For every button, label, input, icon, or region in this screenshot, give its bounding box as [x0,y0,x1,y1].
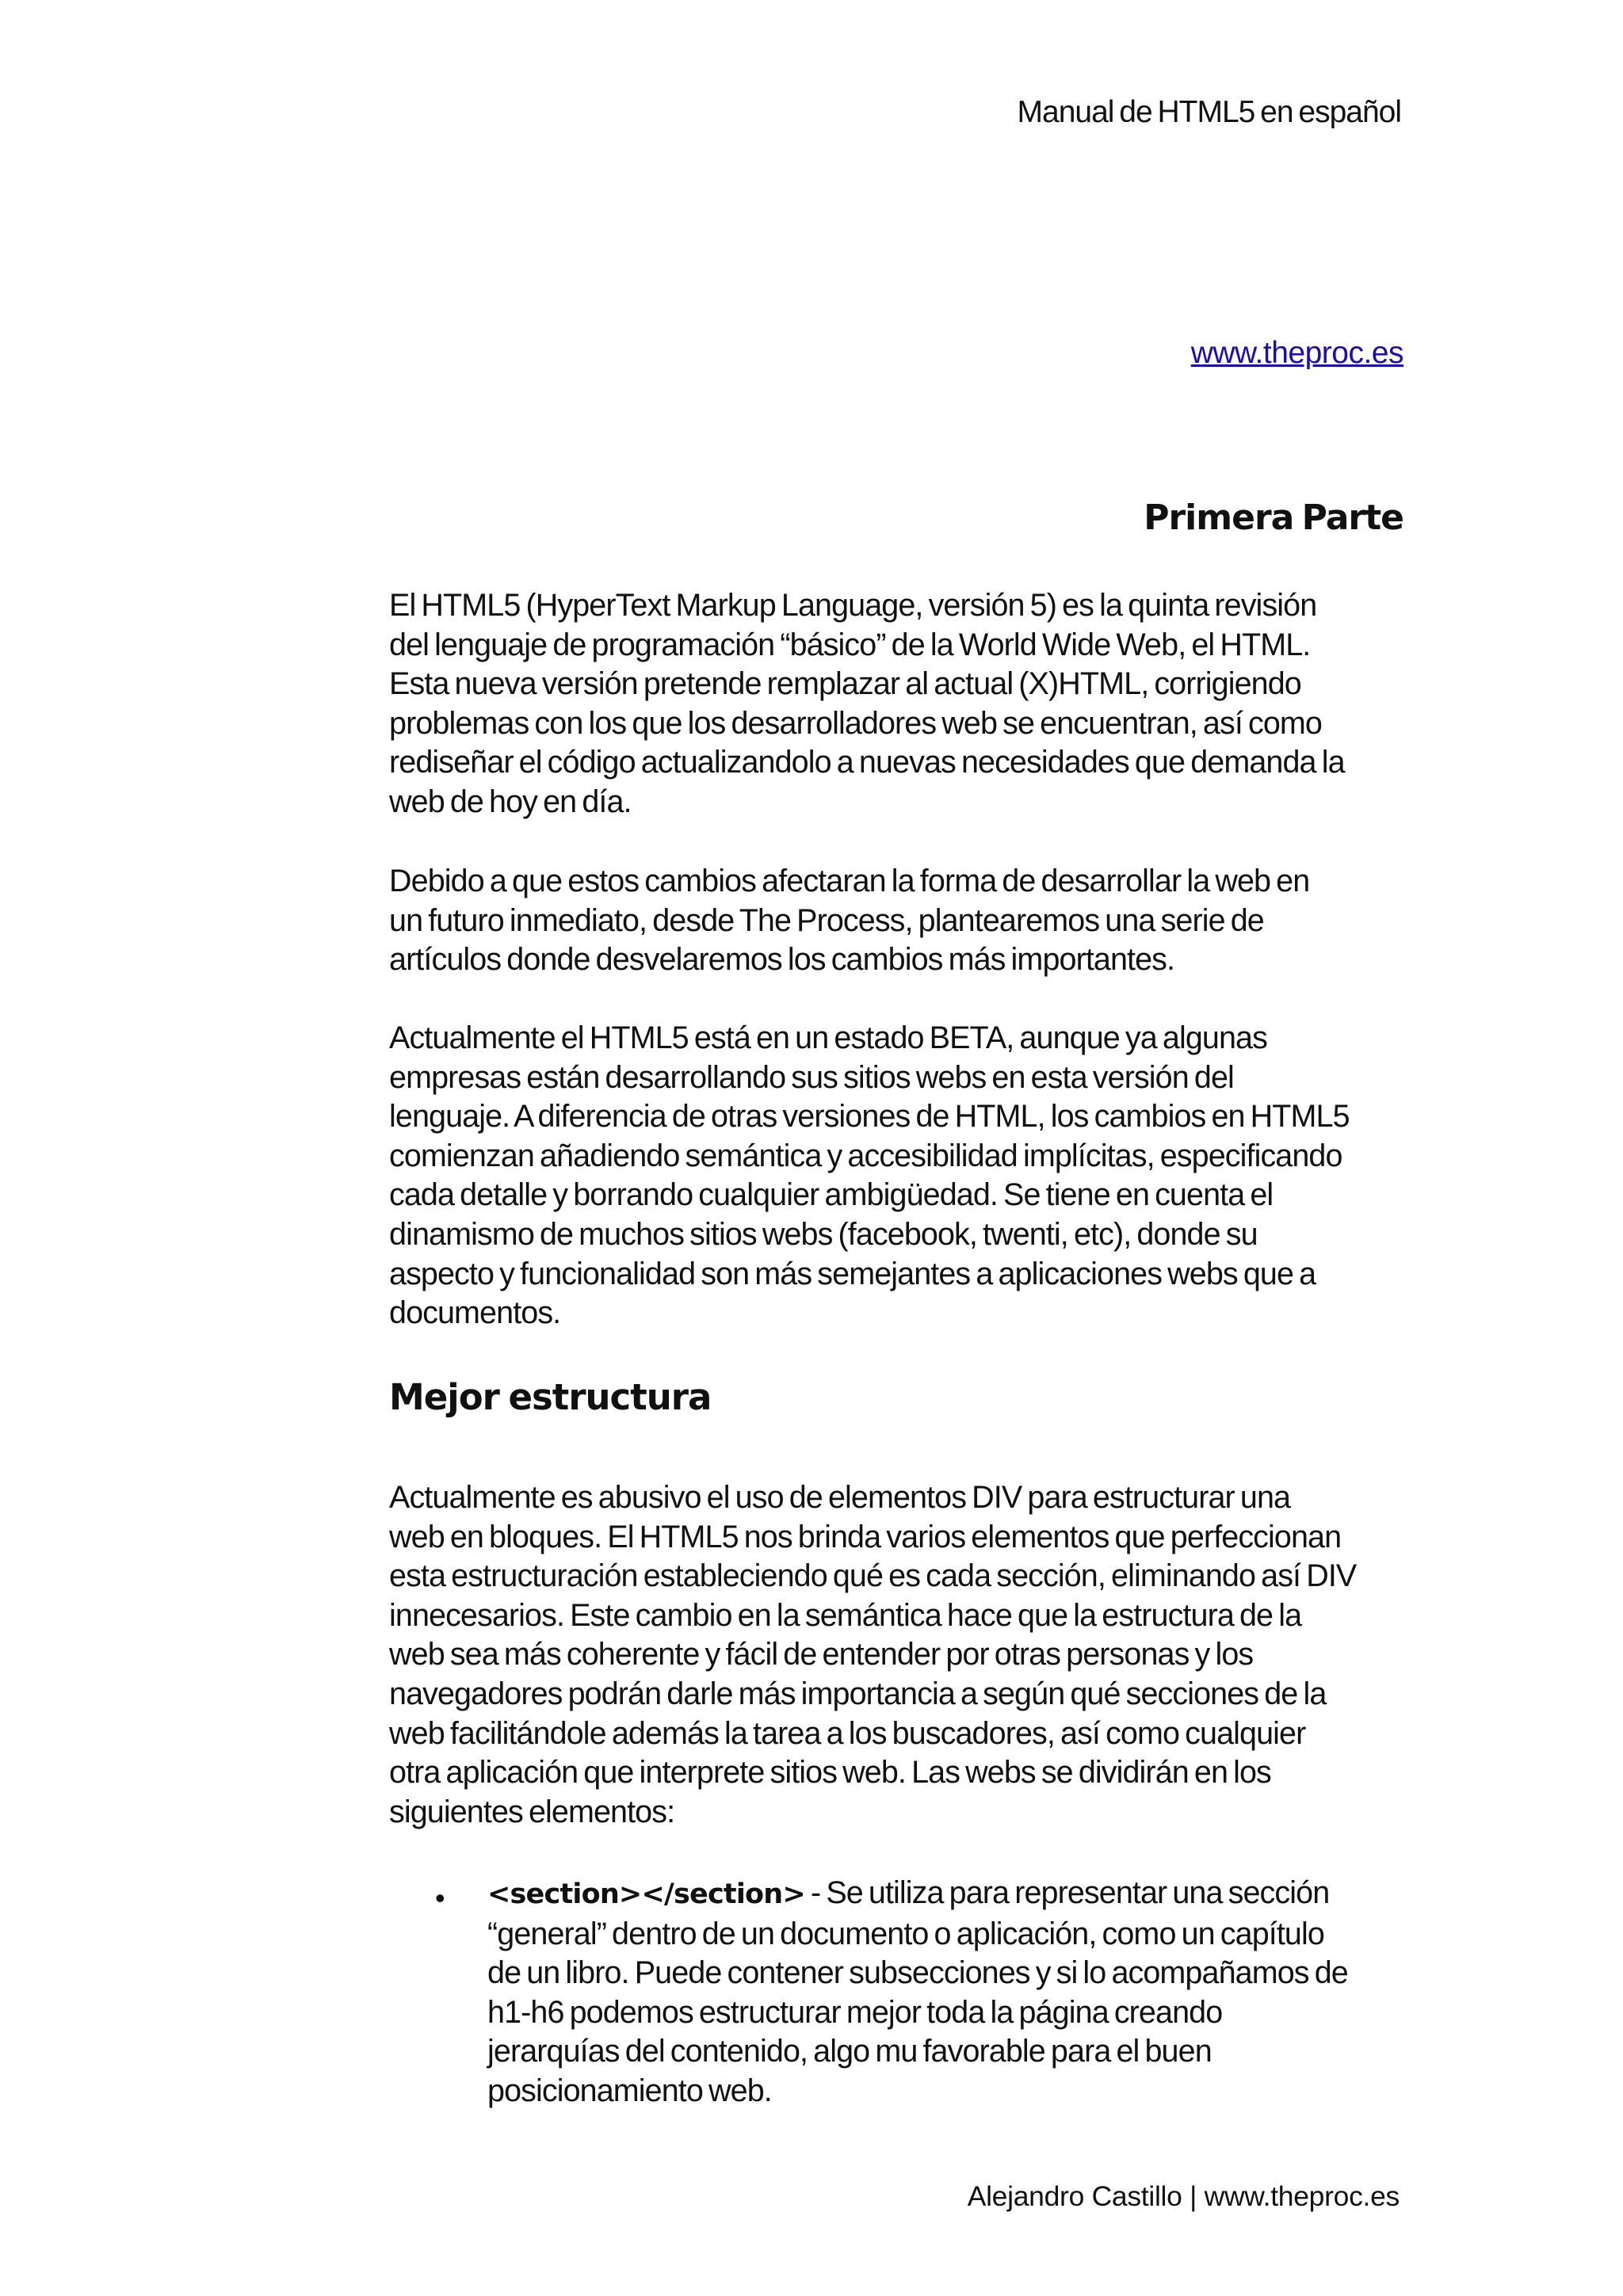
text-line: web en bloques. El HTML5 nos brinda varios elementos que perfeccionan [389,1519,1342,1554]
text-line: Actualmente el HTML5 está en un estado BETA, aunque ya algunas [389,1020,1267,1055]
text-line: Se utiliza para representar una sección [826,1875,1330,1910]
paragraph-beta [389,1019,1403,1333]
text-line: web facilitándole además la tarea a los buscadores, así como cualquier [389,1715,1306,1751]
section-heading: Mejor estructura [389,1376,712,1418]
text-line: artículos donde desvelaremos los cambios más importantes. [389,942,1175,978]
text-line: web de hoy en día. [389,784,632,819]
text-line: cada detalle y borrando cualquier ambigüedad. Se tiene en cuenta el [389,1177,1274,1213]
list-item-first-line [487,1874,1419,1915]
text-line: Debido a que estos cambios afectaran la forma de desarrollar la web en [389,864,1310,898]
text-line: “general” dentro de un documento o aplicación, como un capítulo [487,1916,1324,1951]
page-footer: Alejandro Castillo | www.theproc.es [967,2180,1400,2212]
text-line: lenguaje. A diferencia de otras versiones de HTML, los cambios en HTML5 [389,1099,1350,1135]
bullet-icon: • [435,1882,445,1914]
text-line: dinamismo de muchos sitios webs (facebook, twenti, etc), donde su [389,1216,1258,1252]
document-header-title: Manual de HTML5 en español [1017,95,1401,129]
text-line: del lenguaje de programación “básico” de la World Wide Web, el HTML. [389,627,1311,662]
text-line: navegadores podrán darle más importancia a según qué secciones de la [389,1676,1327,1711]
tag-separator: - [804,1875,827,1910]
text-line: otra aplicación que interprete sitios web. Las webs se dividirán en los [389,1755,1271,1791]
text-line: El HTML5 (HyperText Markup Language, versión 5) es la quinta revisión [389,588,1317,623]
elements-list [389,1874,1419,2111]
list-item [389,1874,1419,2111]
text-line: esta estructuración estableciendo qué es cada sección, eliminando así DIV [389,1558,1357,1594]
paragraph-intro [389,586,1403,822]
paragraph-changes [389,862,1403,980]
text-line: comienzan añadiendo semántica y accesibilidad implícitas, especificando [389,1138,1342,1173]
text-line: Actualmente es abusivo el uso de elementos DIV para estructurar una [389,1480,1291,1515]
text-line: siguientes elementos: [389,1794,675,1829]
text-line: jerarquías del contenido, algo mu favorable para el buen [487,2034,1212,2069]
part-title: Primera Parte [1144,498,1403,538]
text-line: web sea más coherente y fácil de entender por otras personas y los [389,1637,1254,1672]
text-line: h1-h6 podemos estructurar mejor toda la página creando [487,1994,1223,2030]
text-line: Esta nueva versión pretende remplazar al actual (X)HTML, corrigiendo [389,666,1301,702]
text-line: rediseñar el código actualizandolo a nuevas necesidades que demanda la [389,745,1345,780]
text-line: problemas con los que los desarrolladores web se encuentran, así como [389,705,1322,741]
text-line: innecesarios. Este cambio en la semántica hace que la estructura de la [389,1597,1302,1633]
text-line: un futuro inmediato, desde The Process, plantearemos una serie de [389,902,1264,938]
text-line: aspecto y funcionalidad son más semejantes a aplicaciones webs que a [389,1256,1316,1291]
section-tag: <section></section> [487,1878,805,1910]
text-line: documentos. [389,1295,561,1331]
paragraph-structure [389,1478,1403,1832]
text-line: posicionamiento web. [487,2073,772,2108]
site-link[interactable]: www.theproc.es [1190,336,1403,370]
text-line: de un libro. Puede contener subsecciones y si lo acompañamos de [487,1955,1348,1991]
text-line: empresas están desarrollando sus sitios webs en esta versión del [389,1059,1234,1095]
